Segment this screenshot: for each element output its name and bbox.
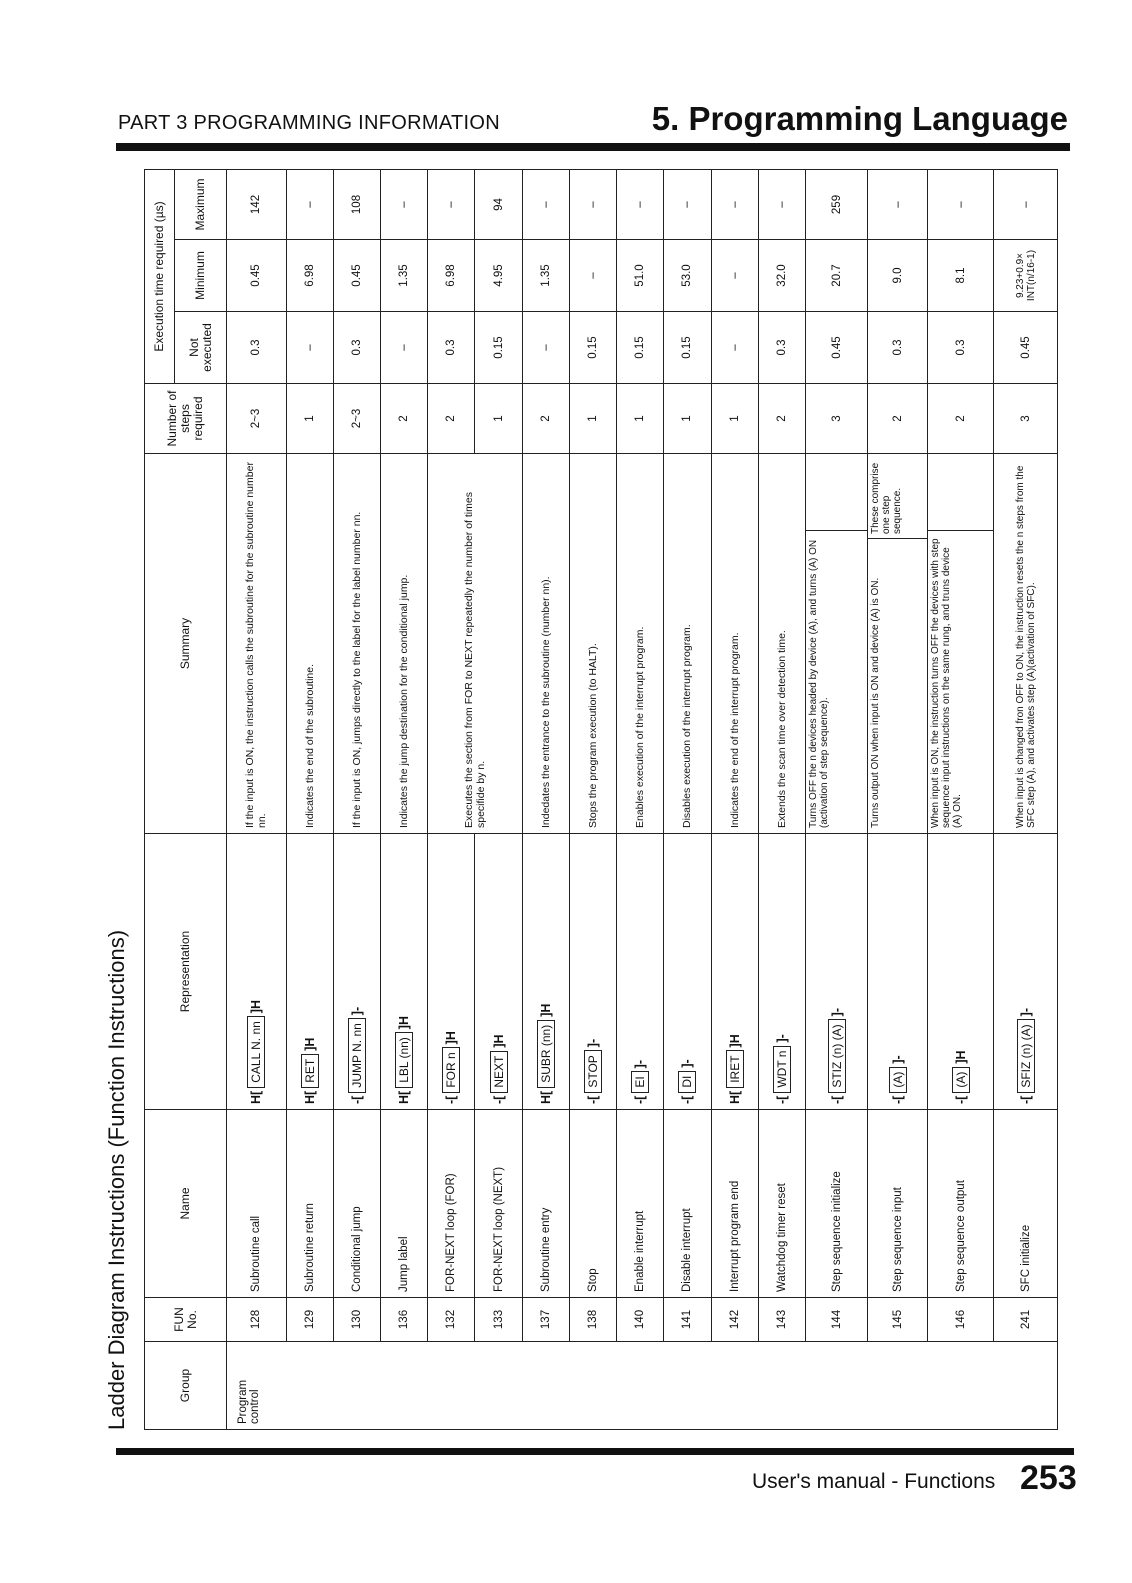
steps: 2~3 [227, 384, 287, 454]
table-row [928, 169, 994, 1429]
instruction-box: CALL N. nn [247, 1016, 265, 1088]
not-executed: – [380, 312, 427, 384]
fun-no: 144 [806, 1298, 868, 1342]
instruction-box: LBL (nn) [395, 1032, 413, 1088]
summary: Executes the section from FOR to NEXT repeatedly the number of times specifide by n. [428, 454, 522, 834]
not-executed: – [711, 312, 758, 384]
representation: H[SUBR (nn)]H [522, 834, 569, 1110]
summary: When input is changed fron OFF to ON, the instruction resets the n steps from the SFC step (A), and activates step (A)(activation of SFC). [994, 454, 1058, 834]
maximum: 142 [227, 169, 287, 239]
not-executed: 0.15 [475, 312, 522, 384]
minimum: 8.1 [928, 240, 994, 312]
rotated-table-area [104, 170, 1058, 1430]
summary-spacer [928, 454, 993, 530]
fun-no: 133 [475, 1298, 522, 1342]
instr-name: Subroutine return [286, 1110, 333, 1298]
header-not-executed: Not executed [175, 312, 227, 384]
instruction-table [144, 169, 1058, 1430]
representation: -[STIZ (n) (A)]- [806, 834, 868, 1110]
step-sequence-note: These comprise one step sequence. [870, 462, 903, 534]
representation: -[FOR n]H [428, 834, 475, 1110]
representation: -[NEXT]H [475, 834, 522, 1110]
not-executed: 0.45 [806, 312, 868, 384]
summary-text: When input is ON, the instruction turns OFF the devices with step sequence input instructions on the same rung, and truns device (A) ON. [928, 530, 993, 833]
header-exec-time: Execution time required (µs) [145, 169, 175, 383]
not-executed: 0.45 [994, 312, 1058, 384]
maximum: – [286, 169, 333, 239]
table-row [286, 169, 333, 1429]
instruction-box: FOR n [442, 1047, 460, 1092]
fun-no: 129 [286, 1298, 333, 1342]
maximum: – [522, 169, 569, 239]
summary: Enables execution of the interrupt program. [617, 454, 664, 834]
summary [928, 454, 994, 834]
representation: H[CALL N. nn]H [227, 834, 287, 1110]
summary: If the input is ON, the instruction calls the subroutine for the subroutine number nn. [227, 454, 287, 834]
minimum: 32.0 [758, 240, 805, 312]
maximum: – [569, 169, 616, 239]
maximum: – [711, 169, 758, 239]
summary: Stops the program execution (to HALT). [569, 454, 616, 834]
instruction-box: WDT n [773, 1046, 791, 1093]
steps: 2 [522, 384, 569, 454]
minimum: 9.0 [868, 240, 928, 312]
fun-no: 130 [333, 1298, 380, 1342]
instruction-box: JUMP N. nn [348, 1018, 366, 1092]
maximum: 108 [333, 169, 380, 239]
instruction-box: (A) [952, 1067, 970, 1093]
instruction-box: IRET [726, 1050, 744, 1087]
summary-spacer [806, 454, 867, 530]
representation: -[STOP]- [569, 834, 616, 1110]
header-name: Name [145, 1110, 227, 1298]
minimum: – [711, 240, 758, 312]
not-executed: 0.3 [227, 312, 287, 384]
table-caption: Ladder Diagram Instructions (Function Instructions) [104, 929, 129, 1430]
instr-name: SFC initialize [994, 1110, 1058, 1298]
not-executed: 0.3 [868, 312, 928, 384]
representation: -[SFIZ (n) (A)]- [994, 834, 1058, 1110]
header-maximum: Maximum [175, 169, 227, 239]
maximum: – [868, 169, 928, 239]
table-row [758, 169, 805, 1429]
minimum: 0.45 [333, 240, 380, 312]
header-minimum: Minimum [175, 240, 227, 312]
group-cell: Program control [227, 1342, 1058, 1430]
representation: H[LBL (nn)]H [380, 834, 427, 1110]
header-representation: Representation [145, 834, 227, 1110]
representation: H[IRET]H [711, 834, 758, 1110]
fun-no: 140 [617, 1298, 664, 1342]
not-executed: 0.3 [928, 312, 994, 384]
summary [806, 454, 868, 834]
footer-rule [116, 1448, 1074, 1455]
instr-name: Subroutine call [227, 1110, 287, 1298]
representation: -[(A)]H [928, 834, 994, 1110]
fun-no: 132 [428, 1298, 475, 1342]
fun-no: 241 [994, 1298, 1058, 1342]
table-row [522, 169, 569, 1429]
summary: Disables execution of the interrupt program. [664, 454, 711, 834]
not-executed: 0.3 [333, 312, 380, 384]
summary: Extends the scan time over detection time. [758, 454, 805, 834]
fun-no: 146 [928, 1298, 994, 1342]
summary: Indicates the end of the subroutine. [286, 454, 333, 834]
not-executed: 0.15 [569, 312, 616, 384]
instr-name: Jump label [380, 1110, 427, 1298]
instruction-box: SFIZ (n) (A) [1017, 1019, 1035, 1092]
instr-name: Watchdog timer reset [758, 1110, 805, 1298]
table-row [333, 169, 380, 1429]
not-executed: – [286, 312, 333, 384]
table-row [868, 169, 928, 1429]
fun-no: 142 [711, 1298, 758, 1342]
table-row [806, 169, 868, 1429]
maximum: – [758, 169, 805, 239]
instr-name: Disable interrupt [664, 1110, 711, 1298]
fun-no: 143 [758, 1298, 805, 1342]
part-heading: PART 3 PROGRAMMING INFORMATION [118, 112, 500, 134]
steps: 1 [664, 384, 711, 454]
summary [868, 454, 928, 834]
minimum: 51.0 [617, 240, 664, 312]
maximum: 94 [475, 169, 522, 239]
steps: 1 [617, 384, 664, 454]
minimum: 6.98 [428, 240, 475, 312]
steps: 2 [868, 384, 928, 454]
instruction-box: EI [631, 1071, 649, 1092]
summary: If the input is ON, jumps directly to the label for the label number nn. [333, 454, 380, 834]
table-row [994, 169, 1058, 1429]
instruction-box: SUBR (nn) [537, 1020, 555, 1088]
fun-no: 145 [868, 1298, 928, 1342]
steps: 2 [928, 384, 994, 454]
footer-text: User's manual - Functions [752, 1470, 996, 1493]
minimum: – [569, 240, 616, 312]
instr-name: Subroutine entry [522, 1110, 569, 1298]
steps: 2 [380, 384, 427, 454]
summary-text: Turns output ON when input is ON and device (A) is ON. [868, 538, 927, 833]
not-executed: 0.3 [428, 312, 475, 384]
table-row [664, 169, 711, 1429]
table-row [227, 169, 287, 1429]
representation: H[RET]H [286, 834, 333, 1110]
not-executed: 0.15 [664, 312, 711, 384]
chapter-title: 5. Programming Language [651, 100, 1068, 137]
instr-name: Conditional jump [333, 1110, 380, 1298]
maximum: – [664, 169, 711, 239]
table-row [428, 169, 475, 1429]
header-rule [116, 143, 1070, 151]
table-row [711, 169, 758, 1429]
fun-no: 137 [522, 1298, 569, 1342]
representation: -[DI]- [664, 834, 711, 1110]
table-row [380, 169, 427, 1429]
representation: -[JUMP N. nn]- [333, 834, 380, 1110]
not-executed: 0.3 [758, 312, 805, 384]
table-row [617, 169, 664, 1429]
not-executed: – [522, 312, 569, 384]
steps: 1 [569, 384, 616, 454]
minimum: 1.35 [380, 240, 427, 312]
instr-name: FOR-NEXT loop (NEXT) [475, 1110, 522, 1298]
fun-no: 136 [380, 1298, 427, 1342]
steps: 1 [286, 384, 333, 454]
steps: 2 [428, 384, 475, 454]
instr-name: FOR-NEXT loop (FOR) [428, 1110, 475, 1298]
summary: Indicates the end of the interrupt program. [711, 454, 758, 834]
steps: 2~3 [333, 384, 380, 454]
steps: 1 [711, 384, 758, 454]
header-fun-no: FUN No. [145, 1298, 227, 1342]
maximum: – [994, 169, 1058, 239]
fun-no: 141 [664, 1298, 711, 1342]
fun-no: 138 [569, 1298, 616, 1342]
header-steps: Number of steps required [145, 384, 227, 454]
minimum: 20.7 [806, 240, 868, 312]
summary-text: Turns OFF the n devices headed by device (A), and turns (A) ON (activation of step sequence). [806, 530, 867, 833]
instr-name: Enable interrupt [617, 1110, 664, 1298]
maximum: – [428, 169, 475, 239]
maximum: 259 [806, 169, 868, 239]
maximum: – [380, 169, 427, 239]
steps: 1 [475, 384, 522, 454]
header-group: Group [145, 1342, 227, 1430]
instr-name: Step sequence initialize [806, 1110, 868, 1298]
instr-name: Interrupt program end [711, 1110, 758, 1298]
minimum: 1.35 [522, 240, 569, 312]
maximum: – [928, 169, 994, 239]
representation: -[EI]- [617, 834, 664, 1110]
minimum: 0.45 [227, 240, 287, 312]
minimum: 9.23+0.9× INT(n/16-1) [994, 240, 1058, 312]
fun-no: 128 [227, 1298, 287, 1342]
minimum: 53.0 [664, 240, 711, 312]
not-executed: 0.15 [617, 312, 664, 384]
minimum: 6.98 [286, 240, 333, 312]
instr-name: Step sequence input [868, 1110, 928, 1298]
steps: 3 [806, 384, 868, 454]
instruction-box: STIZ (n) (A) [828, 1019, 846, 1092]
summary: Indedates the entrance to the subroutine (number nn). [522, 454, 569, 834]
steps: 3 [994, 384, 1058, 454]
instruction-box: STOP [584, 1050, 602, 1092]
maximum: – [617, 169, 664, 239]
header-summary: Summary [145, 454, 227, 834]
steps: 2 [758, 384, 805, 454]
representation: -[(A)]- [868, 834, 928, 1110]
summary: Indicates the jump destination for the conditional jump. [380, 454, 427, 834]
instruction-box: DI [678, 1071, 696, 1093]
instruction-box: RET [301, 1054, 319, 1088]
minimum: 4.95 [475, 240, 522, 312]
instr-name: Stop [569, 1110, 616, 1298]
representation: -[WDT n]- [758, 834, 805, 1110]
page-number: 253 [1020, 1459, 1077, 1497]
instruction-box: (A) [889, 1067, 907, 1093]
table-row [569, 169, 616, 1429]
instr-name: Step sequence output [928, 1110, 994, 1298]
instruction-box: NEXT [490, 1051, 508, 1093]
